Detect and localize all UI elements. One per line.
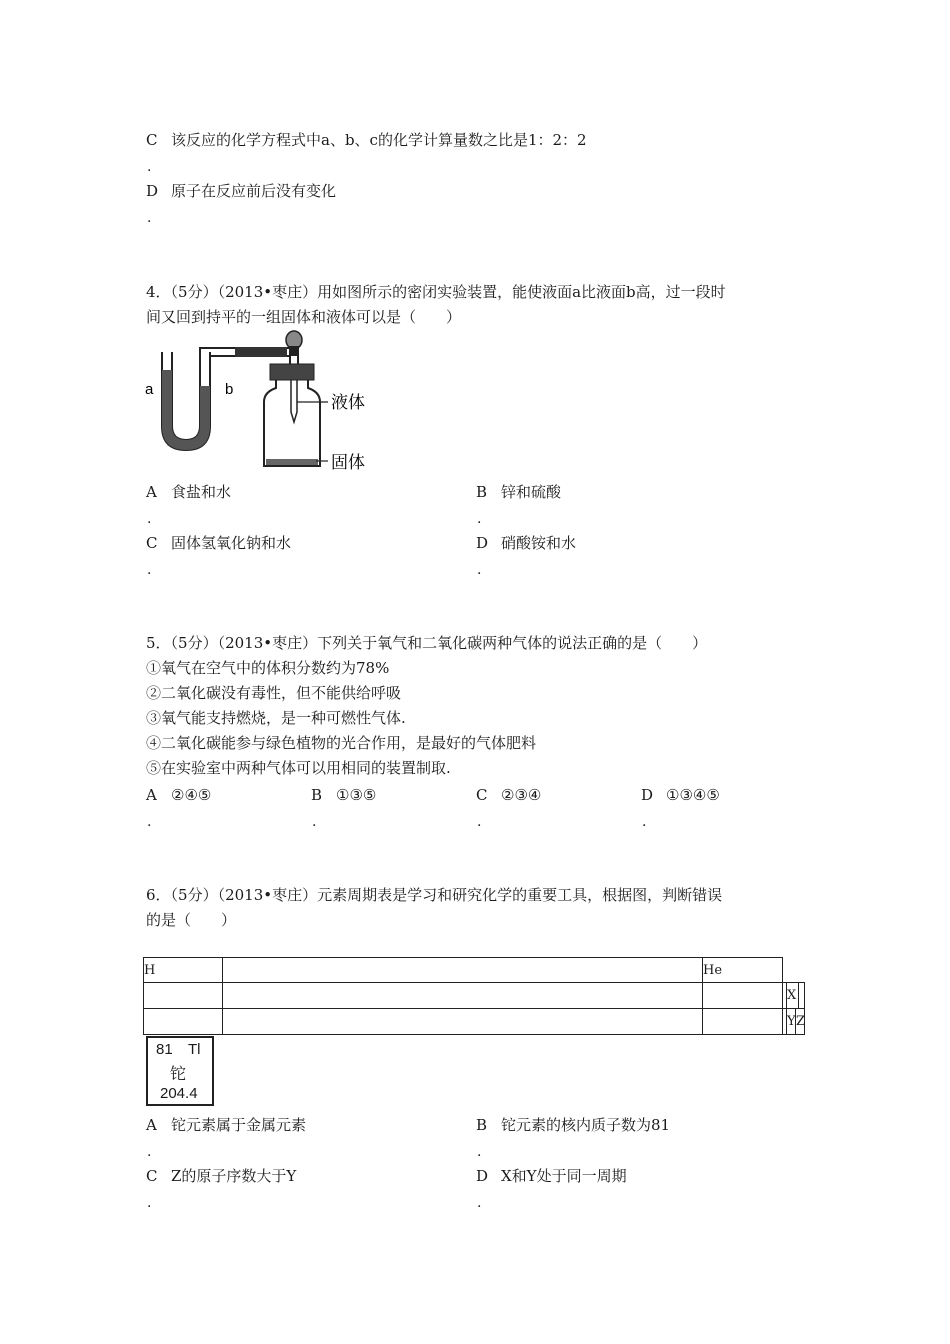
q6-option-b-letter: B — [476, 1116, 488, 1134]
q5-statement-4: ④二氧化碳能参与绿色植物的光合作用，是最好的气体肥料 — [146, 734, 537, 752]
q4-figure-label-liquid: 液体 — [331, 393, 365, 412]
q4-stem-line2: 间又回到持平的一组固体和液体可以是（ ） — [146, 308, 462, 326]
q5-statement-1: ①氧气在空气中的体积分数约为78% — [146, 659, 390, 677]
q4-figure-label-a: a — [145, 381, 154, 398]
q6-option-c-dot: . — [147, 1195, 152, 1211]
q5-statement-3: ③氧气能支持燃烧，是一种可燃性气体. — [146, 709, 406, 727]
q3-option-c-letter: C — [146, 131, 158, 149]
q6-option-d-dot: . — [477, 1195, 482, 1211]
q5-option-d-text: ①③④⑤ — [666, 786, 720, 804]
element-name: 铊 — [170, 1066, 187, 1083]
q6-option-b-text: 铊元素的核内质子数为81 — [501, 1116, 671, 1134]
q4-option-a-letter: A — [146, 483, 157, 501]
cell-y: Y — [787, 1009, 796, 1034]
q5-option-b-letter: B — [311, 786, 323, 804]
q4-option-d-dot: . — [477, 562, 482, 578]
q3-option-c-dot: . — [147, 159, 152, 175]
cell-empty — [223, 958, 703, 983]
q5-statement-5: ⑤在实验室中两种气体可以用相同的装置制取. — [146, 759, 451, 777]
q4-option-a-dot: . — [147, 511, 152, 527]
q3-option-c-text: 该反应的化学方程式中a、b、c的化学计算量数之比是1：2：2 — [171, 131, 587, 149]
q5-option-b-text: ①③⑤ — [336, 786, 377, 804]
q4-figure-label-b: b — [225, 381, 234, 398]
q5-statement-2: ②二氧化碳没有毒性，但不能供给呼吸 — [146, 684, 402, 702]
element-atomic-number: 81 — [156, 1041, 173, 1058]
q5-option-c-letter: C — [476, 786, 488, 804]
q6-option-a-letter: A — [146, 1116, 157, 1134]
q5-option-c-text: ②③④ — [501, 786, 542, 804]
cell-he: He — [703, 958, 783, 983]
q5-stem: 5．（5分）（2013•枣庄）下列关于氧气和二氧化碳两种气体的说法正确的是（ ） — [146, 634, 708, 652]
q6-option-c-letter: C — [146, 1167, 158, 1185]
q4-option-a-text: 食盐和水 — [171, 483, 232, 501]
q4-option-b-text: 锌和硫酸 — [501, 483, 562, 501]
q3-option-d-letter: D — [146, 182, 159, 200]
cell-x: X — [787, 983, 799, 1008]
q5-option-b-dot: . — [312, 814, 317, 830]
q4-option-c-letter: C — [146, 534, 158, 552]
element-card-thallium — [146, 1036, 214, 1106]
cell-h: H — [144, 958, 223, 983]
q6-option-b-dot: . — [477, 1144, 482, 1160]
q5-option-a-letter: A — [146, 786, 157, 804]
q6-option-a-dot: . — [147, 1144, 152, 1160]
q4-apparatus-figure — [140, 326, 380, 478]
q4-option-c-dot: . — [147, 562, 152, 578]
q5-option-a-dot: . — [147, 814, 152, 830]
element-atomic-mass: 204.4 — [160, 1085, 198, 1102]
q3-option-d-dot: . — [147, 210, 152, 226]
q6-stem-line2: 的是（ ） — [146, 911, 237, 929]
q6-option-d-text: X和Y处于同一周期 — [501, 1167, 627, 1185]
q4-option-b-dot: . — [477, 511, 482, 527]
q6-option-d-letter: D — [476, 1167, 489, 1185]
q6-stem-line1: 6．（5分）（2013•枣庄）元素周期表是学习和研究化学的重要工具，根据图，判断错误 — [146, 886, 723, 904]
q5-option-a-text: ②④⑤ — [171, 786, 212, 804]
q6-option-c-text: Z的原子序数大于Y — [171, 1167, 297, 1185]
periodic-table-fragment — [143, 957, 805, 1035]
q4-option-b-letter: B — [476, 483, 488, 501]
q5-option-d-letter: D — [641, 786, 654, 804]
element-symbol: Tl — [188, 1041, 201, 1058]
q5-option-d-dot: . — [642, 814, 647, 830]
q6-option-a-text: 铊元素属于金属元素 — [171, 1116, 307, 1134]
q4-figure-label-solid: 固体 — [331, 453, 365, 472]
q3-option-d-text: 原子在反应前后没有变化 — [171, 182, 337, 200]
q4-stem-line1: 4．（5分）（2013•枣庄）用如图所示的密闭实验装置，能使液面a比液面b高，过一段时 — [146, 283, 726, 301]
q4-option-d-text: 硝酸铵和水 — [501, 534, 577, 552]
cell-z: Z — [796, 1014, 806, 1029]
q5-option-c-dot: . — [477, 814, 482, 830]
q4-option-c-text: 固体氢氧化钠和水 — [171, 534, 292, 552]
q4-option-d-letter: D — [476, 534, 489, 552]
